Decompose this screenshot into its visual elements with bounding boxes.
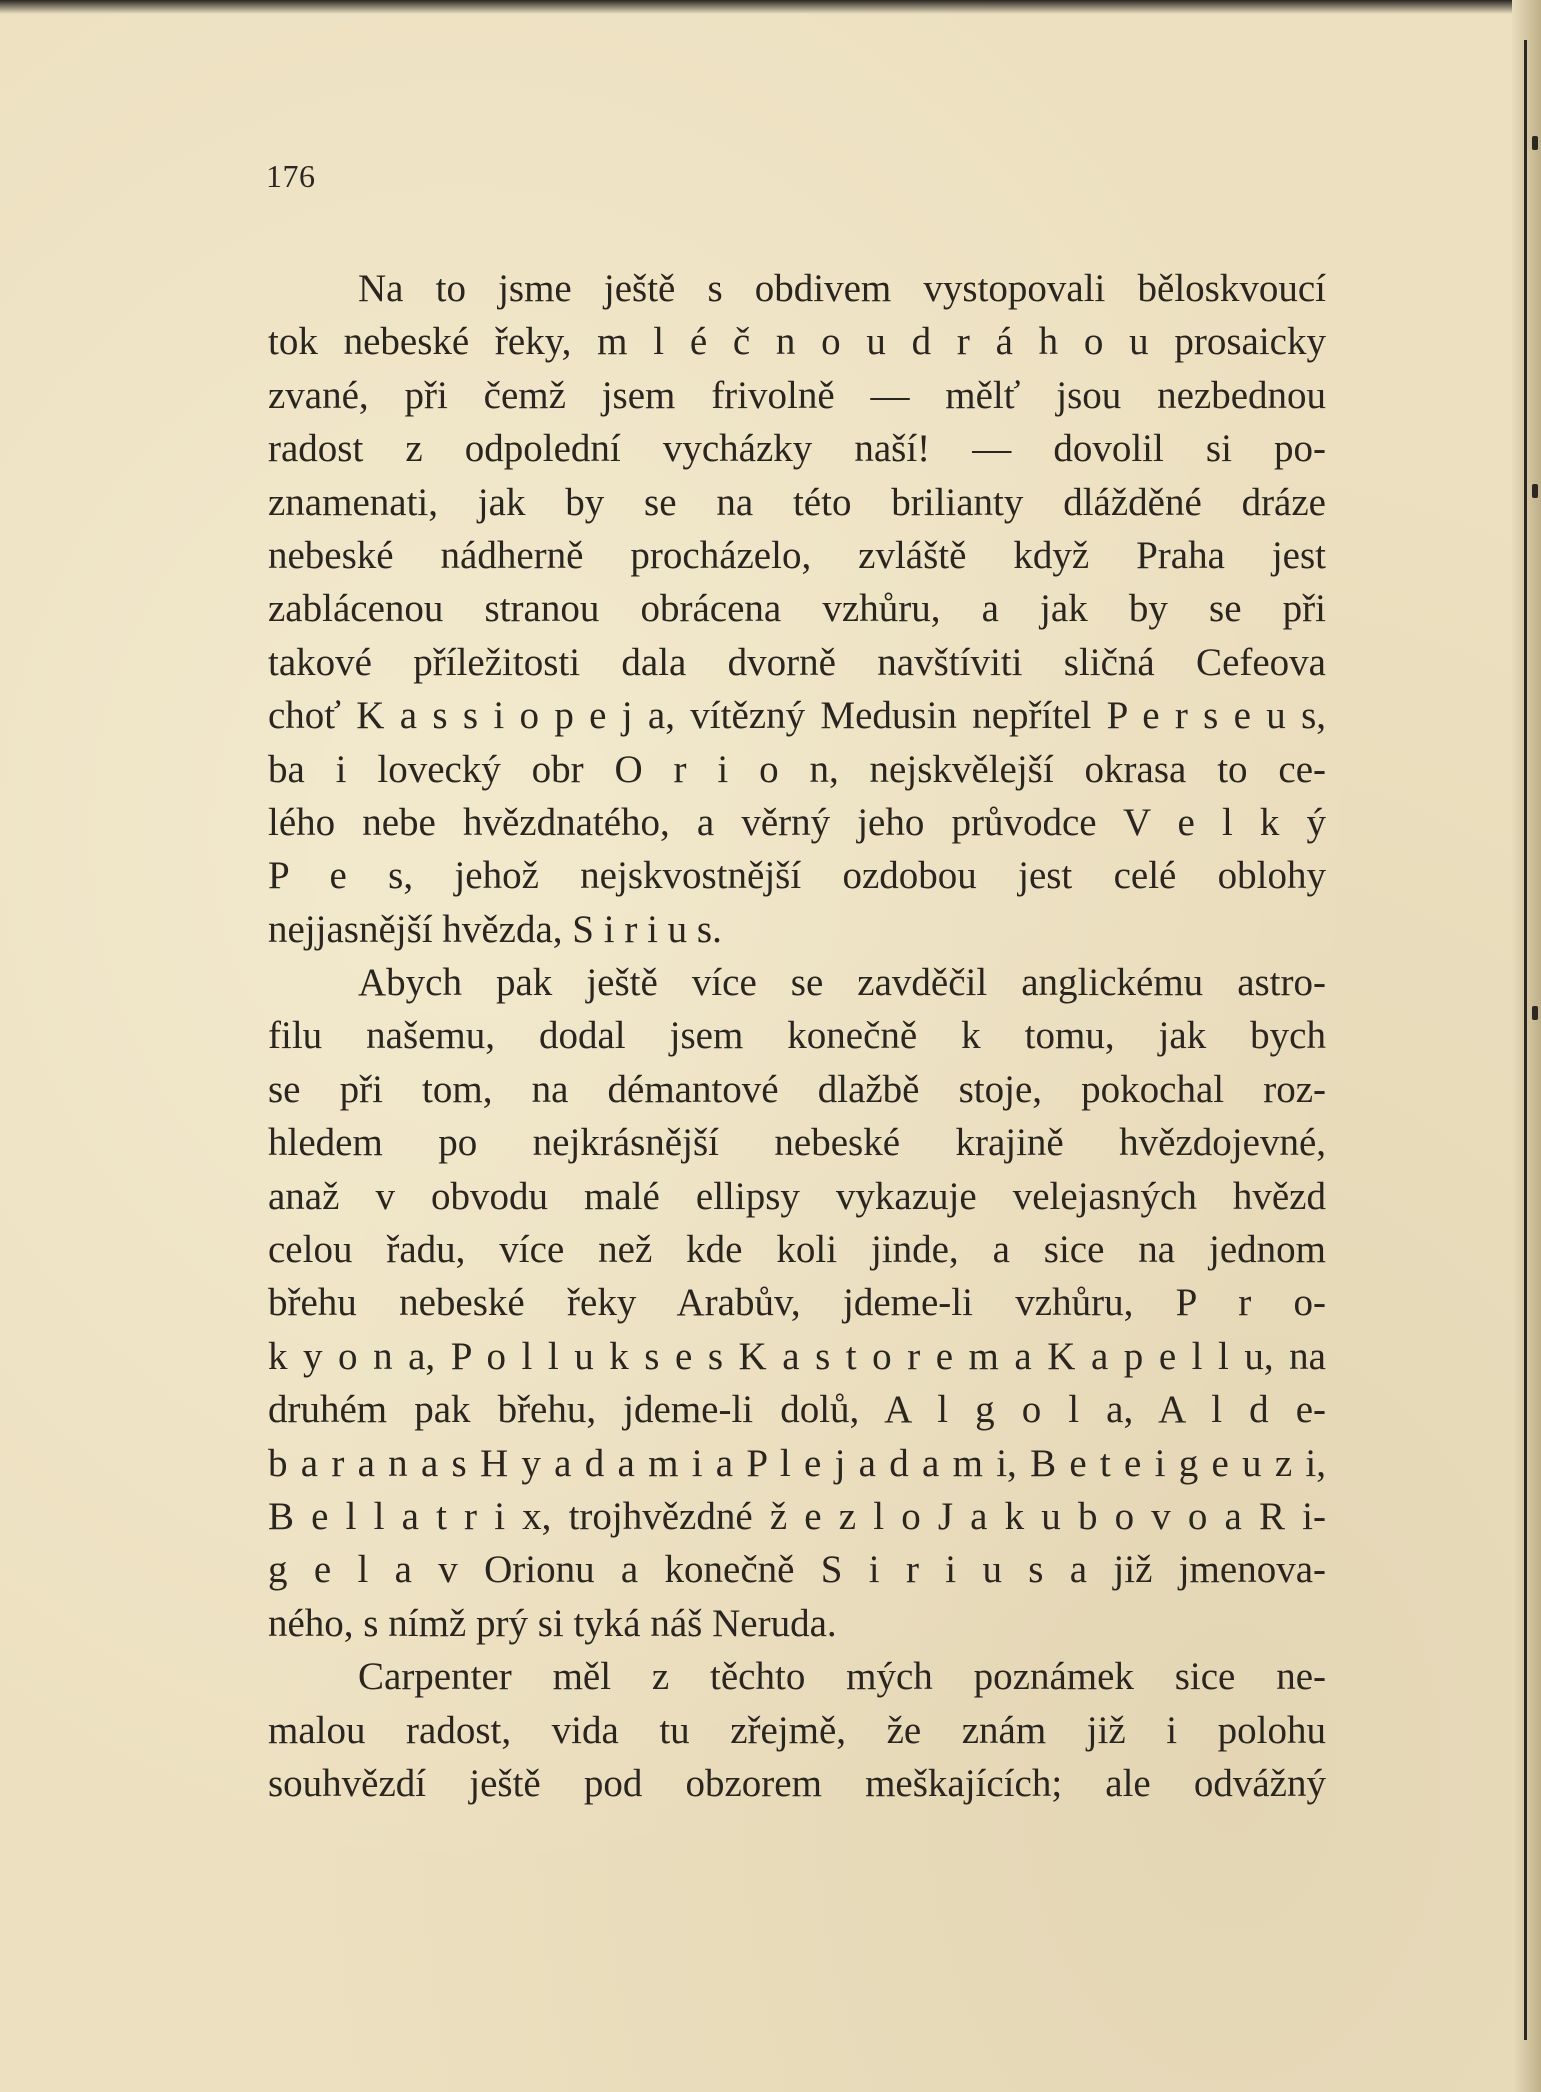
text-line: souhvězdí ještě pod obzorem meškajících; ale odvážný — [268, 1761, 1326, 1805]
text-line: hledem po nejkrásnější nebeské krajině hvězdojevné, — [268, 1121, 1326, 1165]
page-number: 176 — [266, 158, 316, 194]
text-line: choť K a s s i o p e j a, vítězný Medusin nepřítel P e r s e u s, — [268, 694, 1326, 738]
text-line: se při tom, na démantové dlažbě stoje, pokochal roz- — [268, 1067, 1326, 1111]
text-line: filu našemu, dodal jsem konečně k tomu, jak bych — [268, 1014, 1326, 1058]
text-line: zvané, při čemž jsem frivolně — mělť jsou nezbednou — [268, 373, 1326, 417]
gutter-rule — [1524, 40, 1527, 2040]
text-line: nejjasnější hvězda, S i r i u s. — [268, 907, 722, 951]
gutter-mark — [1532, 484, 1538, 498]
text-line: radost z odpolední vycházky naší! — dovolil si po- — [268, 427, 1326, 471]
text-line: B e l l a t r i x, trojhvězdné ž e z l o J a k u b o v o a R i- — [268, 1494, 1326, 1538]
paragraph — [268, 1650, 1326, 1810]
text-line: ného, s nímž prý si tyká náš Neruda. — [268, 1601, 837, 1645]
text-line: Carpenter měl z těchto mých poznámek sice ne- — [358, 1655, 1326, 1699]
text-line: takové příležitosti dala dvorně navštíviti sličná Cefeova — [268, 640, 1326, 684]
text-line: P e s, jehož nejskvostnější ozdobou jest celé oblohy — [268, 854, 1326, 898]
text-line: g e l a v Orionu a konečně S i r i u s a již jmenova- — [268, 1548, 1326, 1592]
page-top-shadow — [0, 0, 1541, 14]
text-line: ba i lovecký obr O r i o n, nejskvělejší okrasa to ce- — [268, 747, 1326, 791]
text-line: b a r a n a s H y a d a m i a P l e j a d a m i, B e t e i g e u z i, — [268, 1441, 1326, 1485]
text-line: k y o n a, P o l l u k s e s K a s t o r e m a K a p e l l u, na — [268, 1334, 1326, 1378]
paragraph — [268, 262, 1326, 956]
text-line: znamenati, jak by se na této brilianty dlážděné dráze — [268, 480, 1326, 524]
text-line: anaž v obvodu malé ellipsy vykazuje velejasných hvězd — [268, 1174, 1326, 1218]
text-line: břehu nebeské řeky Arabův, jdeme-li vzhůru, P r o- — [268, 1281, 1326, 1325]
text-line: malou radost, vida tu zřejmě, že znám již i polohu — [268, 1708, 1326, 1752]
text-line: Abych pak ještě více se zavděčil anglickému astro- — [358, 961, 1326, 1005]
text-line: celou řadu, více než kde koli jinde, a sice na jednom — [268, 1228, 1326, 1272]
text-line: zablácenou stranou obrácena vzhůru, a jak by se při — [268, 587, 1326, 631]
text-line: nebeské nádherně procházelo, zvláště když Praha jest — [268, 533, 1326, 577]
text-line: Na to jsme ještě s obdivem vystopovali běloskvoucí — [358, 267, 1326, 310]
paragraph — [268, 956, 1326, 1650]
body-text — [268, 262, 1326, 1810]
text-line: lého nebe hvězdnatého, a věrný jeho průvodce V e l k ý — [268, 800, 1326, 844]
text-line: druhém pak břehu, jdeme-li dolů, A l g o l a, A l d e- — [268, 1388, 1326, 1432]
gutter-mark — [1532, 136, 1538, 150]
gutter-mark — [1532, 1006, 1538, 1020]
text-line: tok nebeské řeky, m l é č n o u d r á h o u prosaicky — [268, 320, 1326, 364]
